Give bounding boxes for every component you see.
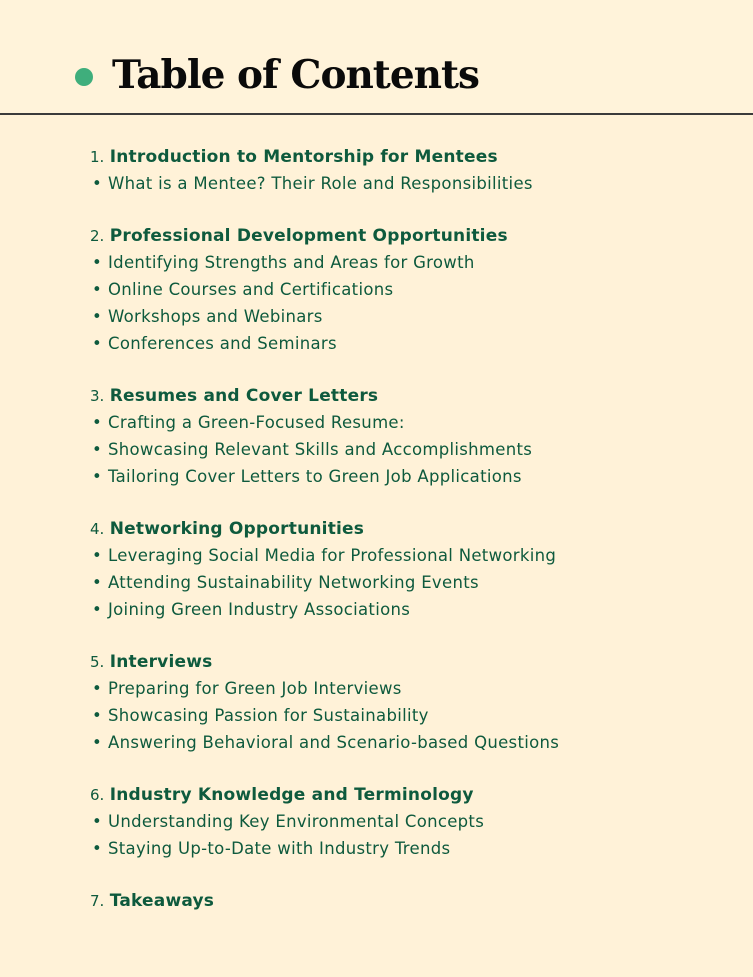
toc-subitem[interactable] [90,330,710,357]
toc-section [90,783,710,862]
toc-list [90,145,710,941]
section-number: 5. [90,653,105,671]
bullet-icon: • [92,600,103,619]
toc-section-heading[interactable] [90,650,710,675]
subitem-label: Tailoring Cover Letters to Green Job Applications [108,467,522,486]
toc-section [90,517,710,623]
toc-section [90,384,710,490]
toc-subitem[interactable] [90,808,710,835]
section-number: 4. [90,520,105,538]
subitem-label: Conferences and Seminars [108,334,337,353]
subitem-label: What is a Mentee? Their Role and Responsibilities [108,174,533,193]
bullet-icon: • [92,733,103,752]
section-title: Industry Knowledge and Terminology [109,785,474,805]
bullet-icon: • [92,174,103,193]
subitem-label: Showcasing Passion for Sustainability [108,706,429,725]
subitem-label: Joining Green Industry Associations [108,600,411,619]
subitem-label: Workshops and Webinars [108,307,323,326]
toc-section-heading[interactable] [90,224,710,249]
toc-subitem[interactable] [90,596,710,623]
section-title: Professional Development Opportunities [109,226,508,246]
toc-subitem[interactable] [90,675,710,702]
toc-section-heading[interactable] [90,517,710,542]
subitem-label: Showcasing Relevant Skills and Accomplishments [108,440,533,459]
subitem-label: Crafting a Green-Focused Resume: [108,413,405,432]
toc-subitem[interactable] [90,702,710,729]
bullet-icon: • [92,334,103,353]
bullet-icon: • [92,706,103,725]
bullet-icon: • [92,253,103,272]
section-title: Takeaways [109,891,215,911]
toc-subitem[interactable] [90,542,710,569]
section-number: 6. [90,786,105,804]
page-title: Table of Contents [112,52,479,98]
bullet-icon: • [92,573,103,592]
subitem-label: Answering Behavioral and Scenario-based Questions [108,733,560,752]
toc-subitem[interactable] [90,463,710,490]
toc-section [90,224,710,357]
toc-subitem[interactable] [90,276,710,303]
subitem-label: Understanding Key Environmental Concepts [108,812,485,831]
toc-subitem[interactable] [90,835,710,862]
bullet-icon: • [92,467,103,486]
toc-section [90,650,710,756]
toc-subitem[interactable] [90,436,710,463]
title-bullet-dot [75,68,93,86]
toc-section-heading[interactable] [90,384,710,409]
subitem-label: Preparing for Green Job Interviews [108,679,402,698]
subitem-label: Leveraging Social Media for Professional Networking [108,546,557,565]
bullet-icon: • [92,679,103,698]
bullet-icon: • [92,413,103,432]
section-number: 2. [90,227,105,245]
section-title: Introduction to Mentorship for Mentees [109,147,498,167]
toc-section-heading[interactable] [90,783,710,808]
bullet-icon: • [92,440,103,459]
section-title: Resumes and Cover Letters [109,386,379,406]
section-number: 7. [90,892,105,910]
subitem-label: Staying Up-to-Date with Industry Trends [108,839,451,858]
toc-subitem[interactable] [90,729,710,756]
toc-subitem[interactable] [90,409,710,436]
bullet-icon: • [92,839,103,858]
header-divider [0,113,753,115]
subitem-label: Attending Sustainability Networking Events [108,573,479,592]
toc-subitem[interactable] [90,170,710,197]
bullet-icon: • [92,812,103,831]
toc-section [90,889,710,914]
section-title: Interviews [109,652,213,672]
toc-section [90,145,710,197]
section-title: Networking Opportunities [109,519,365,539]
bullet-icon: • [92,307,103,326]
toc-section-heading[interactable] [90,145,710,170]
subitem-label: Online Courses and Certifications [108,280,394,299]
toc-subitem[interactable] [90,303,710,330]
section-number: 3. [90,387,105,405]
bullet-icon: • [92,546,103,565]
toc-subitem[interactable] [90,249,710,276]
toc-subitem[interactable] [90,569,710,596]
bullet-icon: • [92,280,103,299]
toc-section-heading[interactable] [90,889,710,914]
section-number: 1. [90,148,105,166]
subitem-label: Identifying Strengths and Areas for Growth [108,253,475,272]
